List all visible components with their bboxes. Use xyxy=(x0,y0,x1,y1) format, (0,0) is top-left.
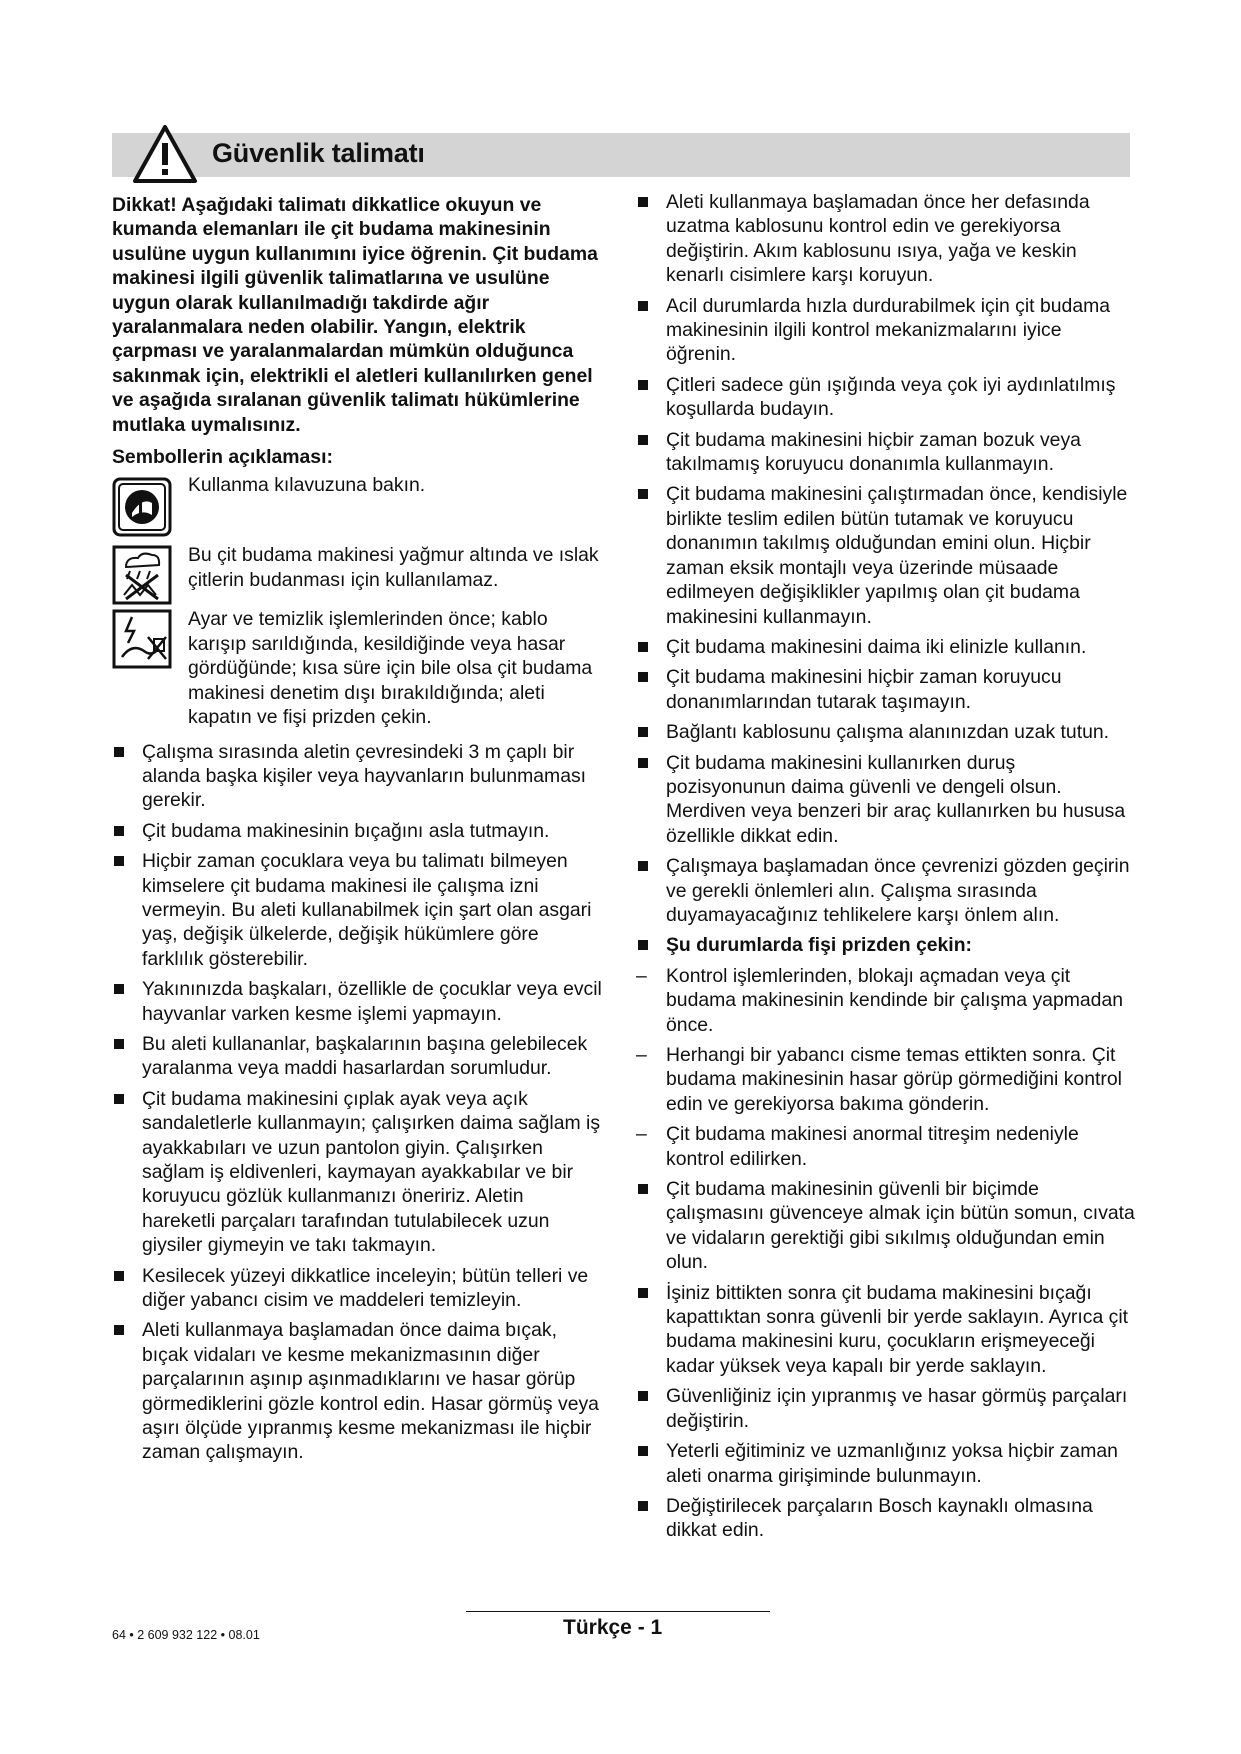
list-item: Çit budama makinesini hiçbir zaman koruyucu donanımlarından tutarak taşımayın. xyxy=(636,665,1136,714)
list-item: Değiştirilecek parçaların Bosch kaynaklı olmasına dikkat edin. xyxy=(636,1494,1136,1543)
symbol-unplug-text: Ayar ve temizlik işlemlerinden önce; kablo karışıp sarıldığında, kesildiğinde veya hasar gördüğünde; kısa süre için bile olsa çit budama makinesi denetim dışı bırakıldığında; aleti kapatın ve fişi prizden çekin. xyxy=(188,608,593,729)
intro-warning-text: Dikkat! Aşağıdaki talimatı dikkatlice okuyun ve kumanda elemanları ile çit budama makinesinin usulüne uygun kullanımını iyice öğrenin. Çit budama makinesi ilgili güvenlik talimatlarına ve usulüne uygun olarak kullanılmadığı takdirde ağır yaralanmalara neden olabilir. Yangın, elektrik çarpması ve yaralanmalardan mümkün olduğunca sakınmak için, elektrikli el aletleri kullanılırken genel ve aşağıda sıralanan güvenlik talimatı hükümlerine mutlaka uymalısınız. xyxy=(112,194,598,436)
no-rain-icon xyxy=(112,545,172,605)
right-bullet-list-b xyxy=(636,1177,1136,1543)
list-item: Çit budama makinesini çalıştırmadan önce, kendisiyle birlikte teslim edilen bütün tutamak ve koruyucu donanımın takılmış olduğundan emini olun. Hiçbir zaman eksik montajlı veya üzerinde müsaade edilmeyen değişiklikler yapılmış olan çit budama makinesini kullanmayın. xyxy=(636,482,1136,628)
list-item: – Herhangi bir yabancı cisme temas ettikten sonra. Çit budama makinesinin hasar görüp görmediğini kontrol edin ve gerekiyorsa bakıma gönderin. xyxy=(636,1043,1136,1116)
symbol-row-unplug xyxy=(112,607,602,729)
list-item: İşiniz bittikten sonra çit budama makinesini bıçağı kapattıktan sonra güvenli bir yerde saklayın. Ayrıca çit budama makinesini kuru, çocukların erişmeyeceği kadar yüksek veya kapalı bir yerde saklayın. xyxy=(636,1281,1136,1379)
symbol-rain-text: Bu çit budama makinesi yağmur altında ve ıslak çitlerin budanması için kullanılamaz. xyxy=(188,544,599,591)
list-item: Güvenliğiniz için yıpranmış ve hasar görmüş parçaları değiştirin. xyxy=(636,1384,1136,1433)
list-item: Çit budama makinesinin güvenli bir biçimde çalışmasını güvenceye almak için bütün somun, cıvata ve vidaların gerektiği gibi sıkılmış olduğundan emin olun. xyxy=(636,1177,1136,1275)
section-title: Güvenlik talimatı xyxy=(212,138,425,168)
footer-divider xyxy=(466,1611,770,1612)
list-item: Kesilecek yüzeyi dikkatlice inceleyin; bütün telleri ve diğer yabancı cisim ve maddeleri temizleyin. xyxy=(112,1264,602,1313)
symbols-heading: Sembollerin açıklaması: xyxy=(112,446,333,469)
list-item: Yakınınızda başkaları, özellikle de çocuklar veya evcil hayvanlar varken kesme işlemi yapmayın. xyxy=(112,977,602,1026)
list-item: Çit budama makinesinin bıçağını asla tutmayın. xyxy=(112,819,602,843)
list-item: Aleti kullanmaya başlamadan önce daima bıçak, bıçak vidaları ve kesme mekanizmasının diğer parçalarının aşınıp aşınmadıklarını ve hasar görüp görmediklerini gözle kontrol edin. Hasar görmüş veya aşırı ölçüde yıpranmış kesme mekanizması ile hiçbir zaman çalışmayın. xyxy=(112,1318,602,1464)
list-item: Çit budama makinesini hiçbir zaman bozuk veya takılmamış koruyucu donanımla kullanmayın. xyxy=(636,428,1136,477)
right-column xyxy=(636,190,1136,1549)
list-item: Hiçbir zaman çocuklara veya bu talimatı bilmeyen kimselere çit budama makinesi ile çalışma izni vermeyin. Bu aleti kullanabilmek için şart olan asgari yaş, değişik ülkelerde, değişik hükümlere göre farklılık gösterebilir. xyxy=(112,849,602,971)
list-item: – Kontrol işlemlerinden, blokajı açmadan veya çit budama makinesinin kendinde bir çalışma yapmadan önce. xyxy=(636,964,1136,1037)
unplug-heading: Şu durumlarda fişi prizden çekin: xyxy=(636,933,1136,957)
left-bullet-list xyxy=(112,740,602,1465)
list-item: Yeterli eğitiminiz ve uzmanlığınız yoksa hiçbir zaman aleti onarma girişiminde bulunmayın. xyxy=(636,1439,1136,1488)
list-item: Bağlantı kablosunu çalışma alanınızdan uzak tutun. xyxy=(636,720,1136,744)
unplug-dash-list xyxy=(636,964,1136,1171)
document-code: 64 • 2 609 932 122 • 08.01 xyxy=(112,1628,260,1642)
right-bullet-list-a xyxy=(636,190,1136,958)
symbol-manual-text: Kullanma kılavuzuna bakın. xyxy=(188,474,426,497)
list-item: Çit budama makinesini daima iki elinizle kullanın. xyxy=(636,635,1136,659)
list-item: Çalışmaya başlamadan önce çevrenizi gözden geçirin ve gerekli önlemleri alın. Çalışma sırasında duyamayacağınız tehlikelere karşı önlem alın. xyxy=(636,854,1136,927)
left-column xyxy=(112,193,602,1471)
list-item: Çit budama makinesini çıplak ayak veya açık sandaletlerle kullanmayın; çalışırken daima sağlam iş ayakkabıları ve uzun pantolon giyin. Çalışırken sağlam iş eldivenleri, kaymayan ayakkabılar ve bir koruyucu gözlük kullanmanızı öneririz. Aletin hareketli parçaları tarafından tutulabilecek uzun giysiler giymeyin ve takı takmayın. xyxy=(112,1087,602,1258)
list-item: Acil durumlarda hızla durdurabilmek için çit budama makinesinin ilgili kontrol mekanizmalarını iyice öğrenin. xyxy=(636,294,1136,367)
list-item: – Çit budama makinesi anormal titreşim nedeniyle kontrol edilirken. xyxy=(636,1122,1136,1171)
list-item: Çalışma sırasında aletin çevresindeki 3 m çaplı bir alanda başka kişiler veya hayvanların bulunmaması gerekir. xyxy=(112,740,602,813)
list-item: Çitleri sadece gün ışığında veya çok iyi aydınlatılmış koşullarda budayın. xyxy=(636,373,1136,422)
list-item: Aleti kullanmaya başlamadan önce her defasında uzatma kablosunu kontrol edin ve gerekiyorsa değiştirin. Akım kablosunu ısıya, yağa ve keskin kenarlı cisimlere karşı koruyun. xyxy=(636,190,1136,288)
warning-triangle-icon xyxy=(132,124,198,184)
page-number: Türkçe - 1 xyxy=(563,1616,663,1639)
list-item: Çit budama makinesini kullanırken duruş pozisyonunun daima güvenli ve dengeli olsun. Merdiven veya benzeri bir araç kullanırken bu hususa özellikle dikkat edin. xyxy=(636,751,1136,849)
unplug-cable-icon xyxy=(112,609,172,669)
list-item: Bu aleti kullananlar, başkalarının başına gelebilecek yaralanma veya maddi hasarlardan sorumludur. xyxy=(112,1032,602,1081)
symbol-row-rain xyxy=(112,543,602,601)
manual-book-icon xyxy=(112,477,172,537)
symbol-row-manual xyxy=(112,473,602,537)
